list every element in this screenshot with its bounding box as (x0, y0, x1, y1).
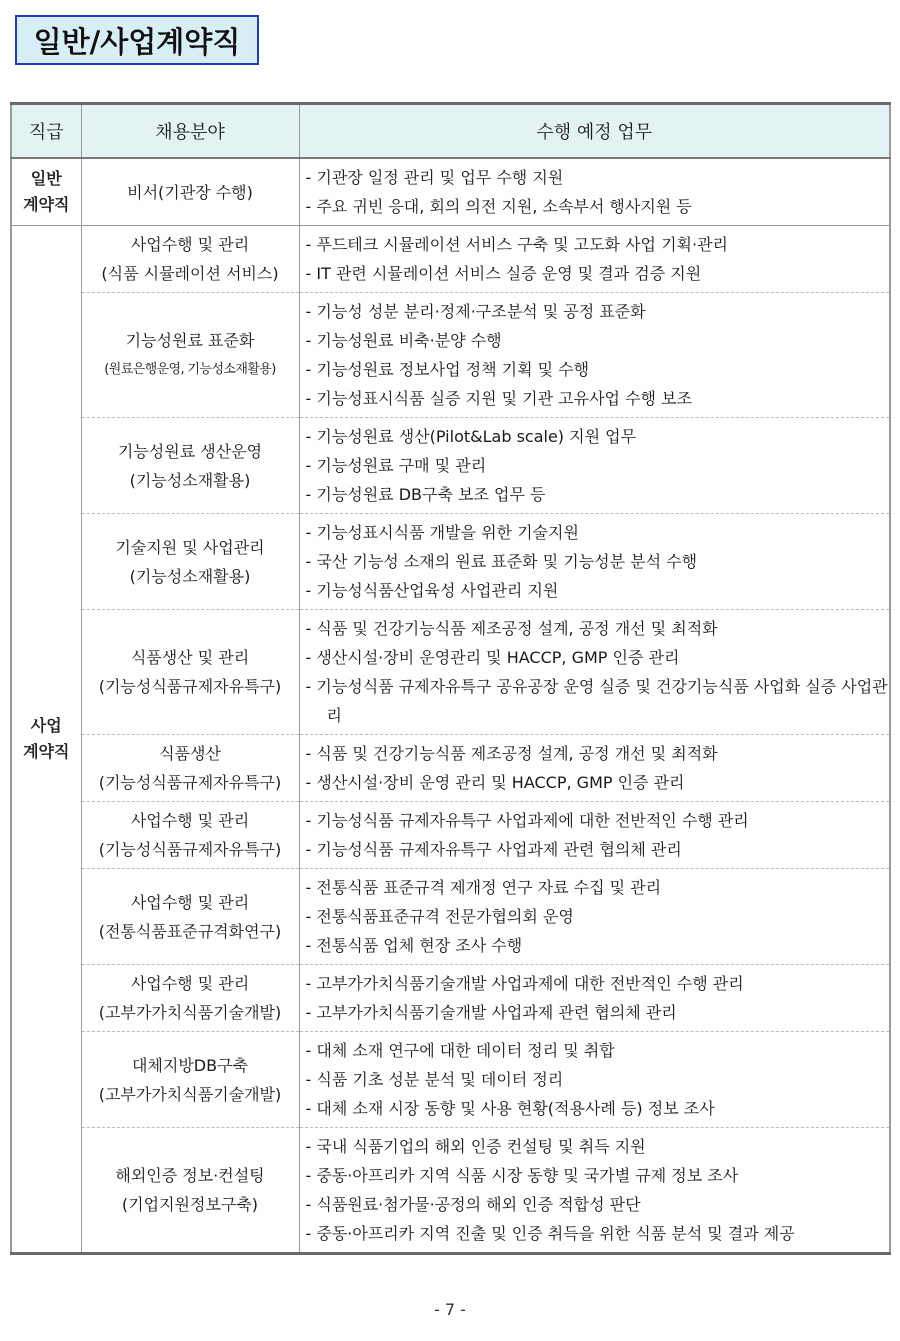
duty-item: - 고부가가치식품기술개발 사업과제 관련 협의체 관리 (305, 1003, 677, 1022)
duty-item: - 기관장 일정 관리 및 업무 수행 지원 (305, 168, 564, 187)
field-label: (전통식품표준규격화연구) (98, 921, 282, 941)
field-label: 사업수행 및 관리 (130, 974, 250, 993)
duty-item: - 기능성표시식품 개발을 위한 기술지원 (305, 523, 579, 542)
duty-item: - 식품 및 건강기능식품 제조공정 설계, 공정 개선 및 최적화 (305, 744, 718, 763)
field-label: 기능성원료 생산운영 (117, 441, 263, 461)
field-label: 기술지원 및 사업관리 (115, 537, 265, 557)
table-row (11, 293, 890, 418)
duty-item: - 기능성원료 DB구축 보조 업무 등 (305, 485, 546, 504)
table-row (11, 802, 890, 869)
grade-label: 계약직 (23, 742, 70, 761)
section-title-box (15, 15, 259, 65)
table-row (11, 1128, 890, 1254)
duty-item: - 전통식품표준규격 전문가협의회 운영 (305, 907, 574, 926)
grade-label: 일반 (30, 169, 62, 188)
duty-item: - 기능성원료 구매 및 관리 (305, 456, 487, 475)
field-label: (기능성소재활용) (129, 470, 251, 490)
duty-item: - 푸드테크 시뮬레이션 서비스 구축 및 고도화 사업 기획·관리 (305, 235, 728, 254)
duties-cell (299, 869, 890, 965)
duty-item: - 국내 식품기업의 해외 인증 컨설팅 및 취득 지원 (305, 1137, 646, 1156)
duty-item: - 생산시설·장비 운영 관리 및 HACCP, GMP 인증 관리 (305, 773, 685, 792)
field-label: (원료은행운영, 기능성소재활용) (104, 362, 276, 377)
duty-item: - 기능성식품 규제자유특구 공유공장 운영 실증 및 건강기능식품 사업화 실증 사업관리 (305, 677, 888, 725)
duties-cell (299, 1128, 890, 1254)
field-label: (고부가가치식품기술개발) (98, 1003, 282, 1022)
field-cell (81, 965, 299, 1032)
field-label: 해외인증 정보·컨설팅 (115, 1166, 265, 1185)
duties-cell (299, 1032, 890, 1128)
field-label: (기능성식품규제자유특구) (98, 773, 282, 792)
field-label: 식품생산 및 관리 (130, 648, 250, 667)
duty-item: - 기능성식품 규제자유특구 사업과제 관련 협의체 관리 (305, 840, 682, 859)
field-label: 사업수행 및 관리 (130, 235, 250, 254)
duty-item: - IT 관련 시뮬레이션 서비스 실증 운영 및 결과 검증 지원 (305, 264, 702, 283)
field-label: (기능성식품규제자유특구) (98, 677, 282, 696)
field-cell (81, 226, 299, 293)
duty-item: - 전통식품 업체 현장 조사 수행 (305, 936, 523, 955)
duty-item: - 기능성식품 규제자유특구 사업과제에 대한 전반적인 수행 관리 (305, 811, 749, 830)
duty-item: - 주요 귀빈 응대, 회의 의전 지원, 소속부서 행사지원 등 (305, 197, 692, 216)
duties-cell (299, 514, 890, 610)
job-table (10, 102, 891, 1255)
duty-item: - 기능성원료 정보사업 정책 기획 및 수행 (305, 360, 590, 379)
duties-cell (299, 226, 890, 293)
table-row (11, 965, 890, 1032)
page-number: - 7 - (434, 1300, 466, 1319)
field-cell (81, 735, 299, 802)
duty-item: - 기능성식품산업육성 사업관리 지원 (305, 581, 559, 600)
field-label: 대체지방DB구축 (131, 1055, 249, 1075)
duty-item: - 기능성표시식품 실증 지원 및 기관 고유사업 수행 보조 (305, 389, 692, 408)
field-cell (81, 869, 299, 965)
header-field: 채용분야 (81, 104, 299, 159)
grade-cell (11, 158, 81, 226)
table-header-row (11, 104, 890, 159)
field-label: 식품생산 (159, 744, 221, 763)
header-duties: 수행 예정 업무 (299, 104, 890, 159)
field-label: (기능성소재활용) (129, 566, 251, 586)
table-row (11, 418, 890, 514)
field-label: 사업수행 및 관리 (130, 811, 250, 830)
section-title: 일반/사업계약직 (33, 24, 241, 59)
field-label: 비서(기관장 수행) (127, 182, 253, 202)
field-label: (기능성식품규제자유특구) (98, 840, 282, 859)
duty-item: - 고부가가치식품기술개발 사업과제에 대한 전반적인 수행 관리 (305, 974, 744, 993)
duty-item: - 대체 소재 연구에 대한 데이터 정리 및 취합 (305, 1041, 615, 1060)
duty-item: - 식품 및 건강기능식품 제조공정 설계, 공정 개선 및 최적화 (305, 619, 718, 638)
table-row (11, 1032, 890, 1128)
table-row (11, 735, 890, 802)
duty-item: - 중동·아프리카 지역 진출 및 인증 취득을 위한 식품 분석 및 결과 제공 (305, 1224, 795, 1243)
duty-item: - 기능성 성분 분리·정제·구조분석 및 공정 표준화 (305, 302, 646, 321)
field-cell (81, 293, 299, 418)
duty-item: - 식품 기초 성분 분석 및 데이터 정리 (305, 1070, 564, 1089)
table-row (11, 514, 890, 610)
table-row (11, 869, 890, 965)
duty-item: - 기능성원료 생산(Pilot&Lab scale) 지원 업무 (305, 427, 637, 446)
grade-label: 사업 (30, 716, 62, 735)
field-label: (식품 시뮬레이션 서비스) (101, 264, 279, 283)
duty-item: - 중동·아프리카 지역 식품 시장 동향 및 국가별 규제 정보 조사 (305, 1166, 739, 1185)
field-cell (81, 1032, 299, 1128)
duties-cell (299, 735, 890, 802)
duties-cell (299, 610, 890, 735)
field-cell (81, 1128, 299, 1254)
field-cell (81, 514, 299, 610)
duties-cell (299, 965, 890, 1032)
field-cell (81, 610, 299, 735)
field-cell (81, 158, 299, 226)
header-grade: 직급 (11, 104, 81, 159)
duties-cell (299, 158, 890, 226)
field-cell (81, 802, 299, 869)
duties-cell (299, 418, 890, 514)
table-row (11, 610, 890, 735)
duties-cell (299, 293, 890, 418)
field-label: (고부가가치식품기술개발) (98, 1084, 282, 1104)
field-label: (기업지원정보구축) (121, 1195, 259, 1214)
duty-item: - 생산시설·장비 운영관리 및 HACCP, GMP 인증 관리 (305, 648, 680, 667)
field-label: 기능성원료 표준화 (125, 331, 255, 350)
table-row (11, 226, 890, 293)
grade-label: 계약직 (23, 195, 70, 214)
table-body (11, 158, 890, 1254)
field-cell (81, 418, 299, 514)
duties-cell (299, 802, 890, 869)
duty-item: - 식품원료·첨가물·공정의 해외 인증 적합성 판단 (305, 1195, 641, 1214)
duty-item: - 국산 기능성 소재의 원료 표준화 및 기능성분 분석 수행 (305, 552, 698, 571)
duty-item: - 기능성원료 비축·분양 수행 (305, 331, 502, 350)
table-row (11, 158, 890, 226)
duty-item: - 전통식품 표준규격 제개정 연구 자료 수집 및 관리 (305, 878, 662, 897)
duty-item: - 대체 소재 시장 동향 및 사용 현황(적용사례 등) 정보 조사 (305, 1099, 715, 1118)
field-label: 사업수행 및 관리 (130, 892, 250, 912)
grade-cell (11, 226, 81, 1254)
